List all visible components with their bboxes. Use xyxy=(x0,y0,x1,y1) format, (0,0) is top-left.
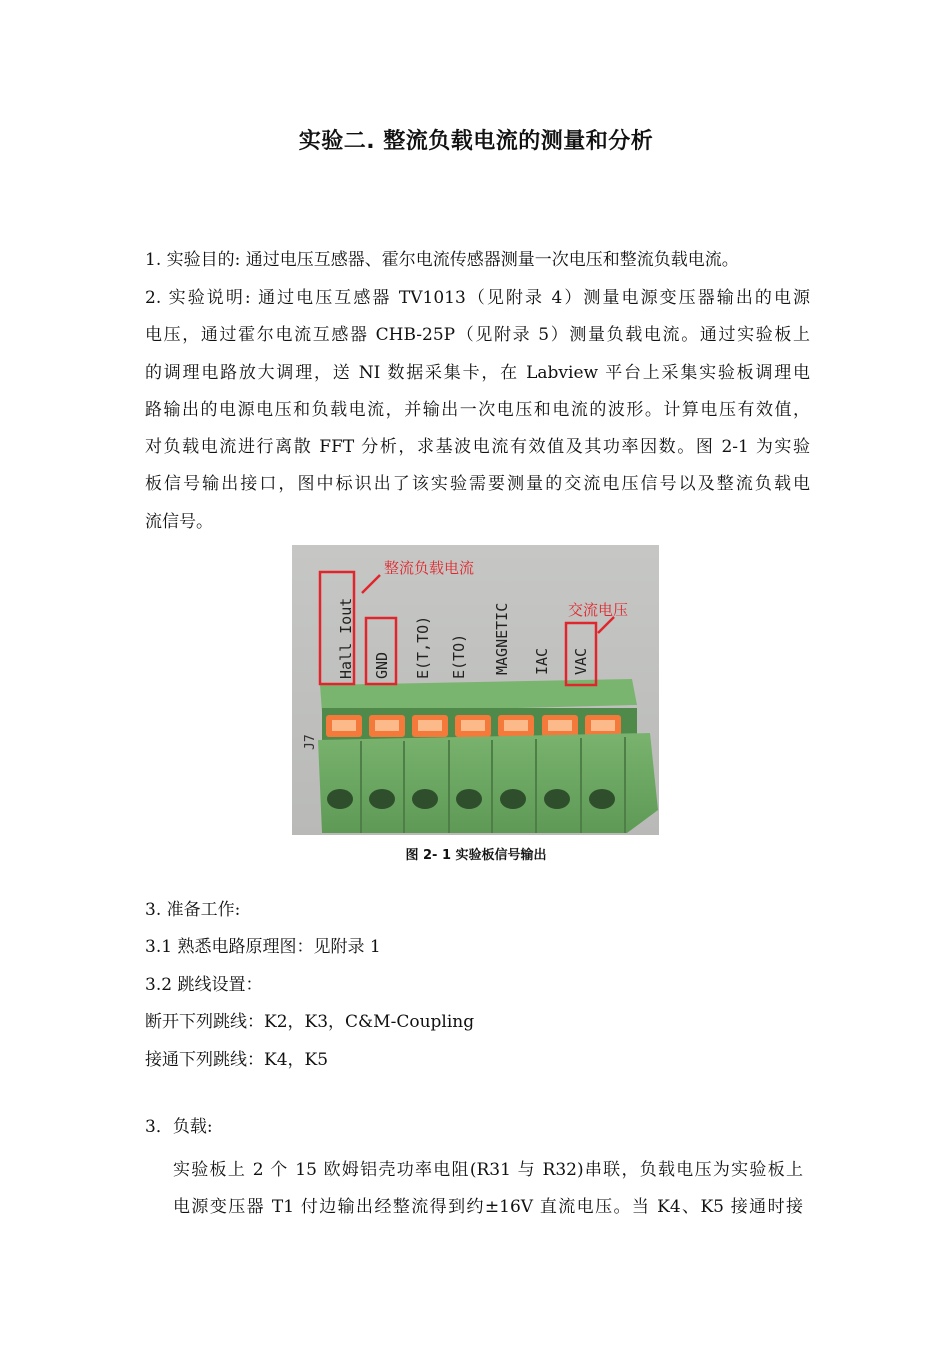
annotation-current: 整流负载电流 xyxy=(384,559,475,577)
section-2-description xyxy=(145,280,810,541)
paragraph-line: 的调理电路放大调理，送 NI 数据采集卡，在 Labview 平台上采集实验板调理电 xyxy=(145,362,810,383)
pin-label-hall-iout: Hall_Iout xyxy=(337,597,355,679)
board-label: J7 xyxy=(303,734,318,750)
pin-label-iac: IAC xyxy=(533,647,551,675)
jumper-on-list: 接通下列跳线：K4，K5 xyxy=(145,1050,329,1070)
pin-label-gnd: GND xyxy=(373,651,391,679)
load-heading: 3．负载: xyxy=(145,1117,213,1137)
paragraph-line: 电源变压器 T1 付边输出经整流得到约±16V 直流电压。当 K4、K5 接通时接 xyxy=(173,1197,803,1218)
load-description xyxy=(173,1152,803,1227)
paragraph-line: 板信号输出接口，图中标识出了该实验需要测量的交流电压信号以及整流负载电 xyxy=(145,474,810,495)
pin-label-vac: VAC xyxy=(572,647,590,675)
orange-buttons xyxy=(326,715,621,737)
pin-label-e-to: E(TO) xyxy=(450,633,468,679)
section-3-2: 3.2 跳线设置： xyxy=(145,975,263,995)
section-3-heading: 3. 准备工作: xyxy=(145,900,241,920)
paragraph-line: 实验板上 2 个 15 欧姆铝壳功率电阻(R31 与 R32)串联，负载电压为实验板上 xyxy=(173,1160,803,1180)
paragraph-line: 对负载电流进行离散 FFT 分析，求基波电流有效值及其功率因数。图 2-1 为实验 xyxy=(145,437,810,458)
figure-terminal-block-photo xyxy=(292,545,659,835)
jumper-off-list: 断开下列跳线：K2，K3，C&M-Coupling xyxy=(145,1012,475,1032)
paragraph-line: 路输出的电源电压和负载电流，并输出一次电压和电流的波形。计算电压有效值， xyxy=(145,399,810,420)
figure-caption: 图 2- 1 实验板信号输出 xyxy=(405,848,547,863)
terminal-body xyxy=(318,733,658,833)
annotation-voltage: 交流电压 xyxy=(568,601,629,619)
pin-label-e-t-to: E(T,TO) xyxy=(414,615,432,679)
paragraph-line: 2. 实验说明: 通过电压互感器 TV1013（见附录 4）测量电源变压器输出的电源 xyxy=(145,288,810,308)
page-title: 实验二. 整流负载电流的测量和分析 xyxy=(298,129,654,154)
paragraph-line: 流信号。 xyxy=(145,511,213,532)
section-3-1: 3.1 熟悉电路原理图：见附录 1 xyxy=(145,937,381,957)
section-1-purpose: 1. 实验目的: 通过电压互感器、霍尔电流传感器测量一次电压和整流负载电流。 xyxy=(145,250,739,270)
pin-label-magnetic: MAGNETIC xyxy=(493,602,511,675)
paragraph-line: 电压，通过霍尔电流互感器 CHB-25P（见附录 5）测量负载电流。通过实验板上 xyxy=(145,325,810,346)
